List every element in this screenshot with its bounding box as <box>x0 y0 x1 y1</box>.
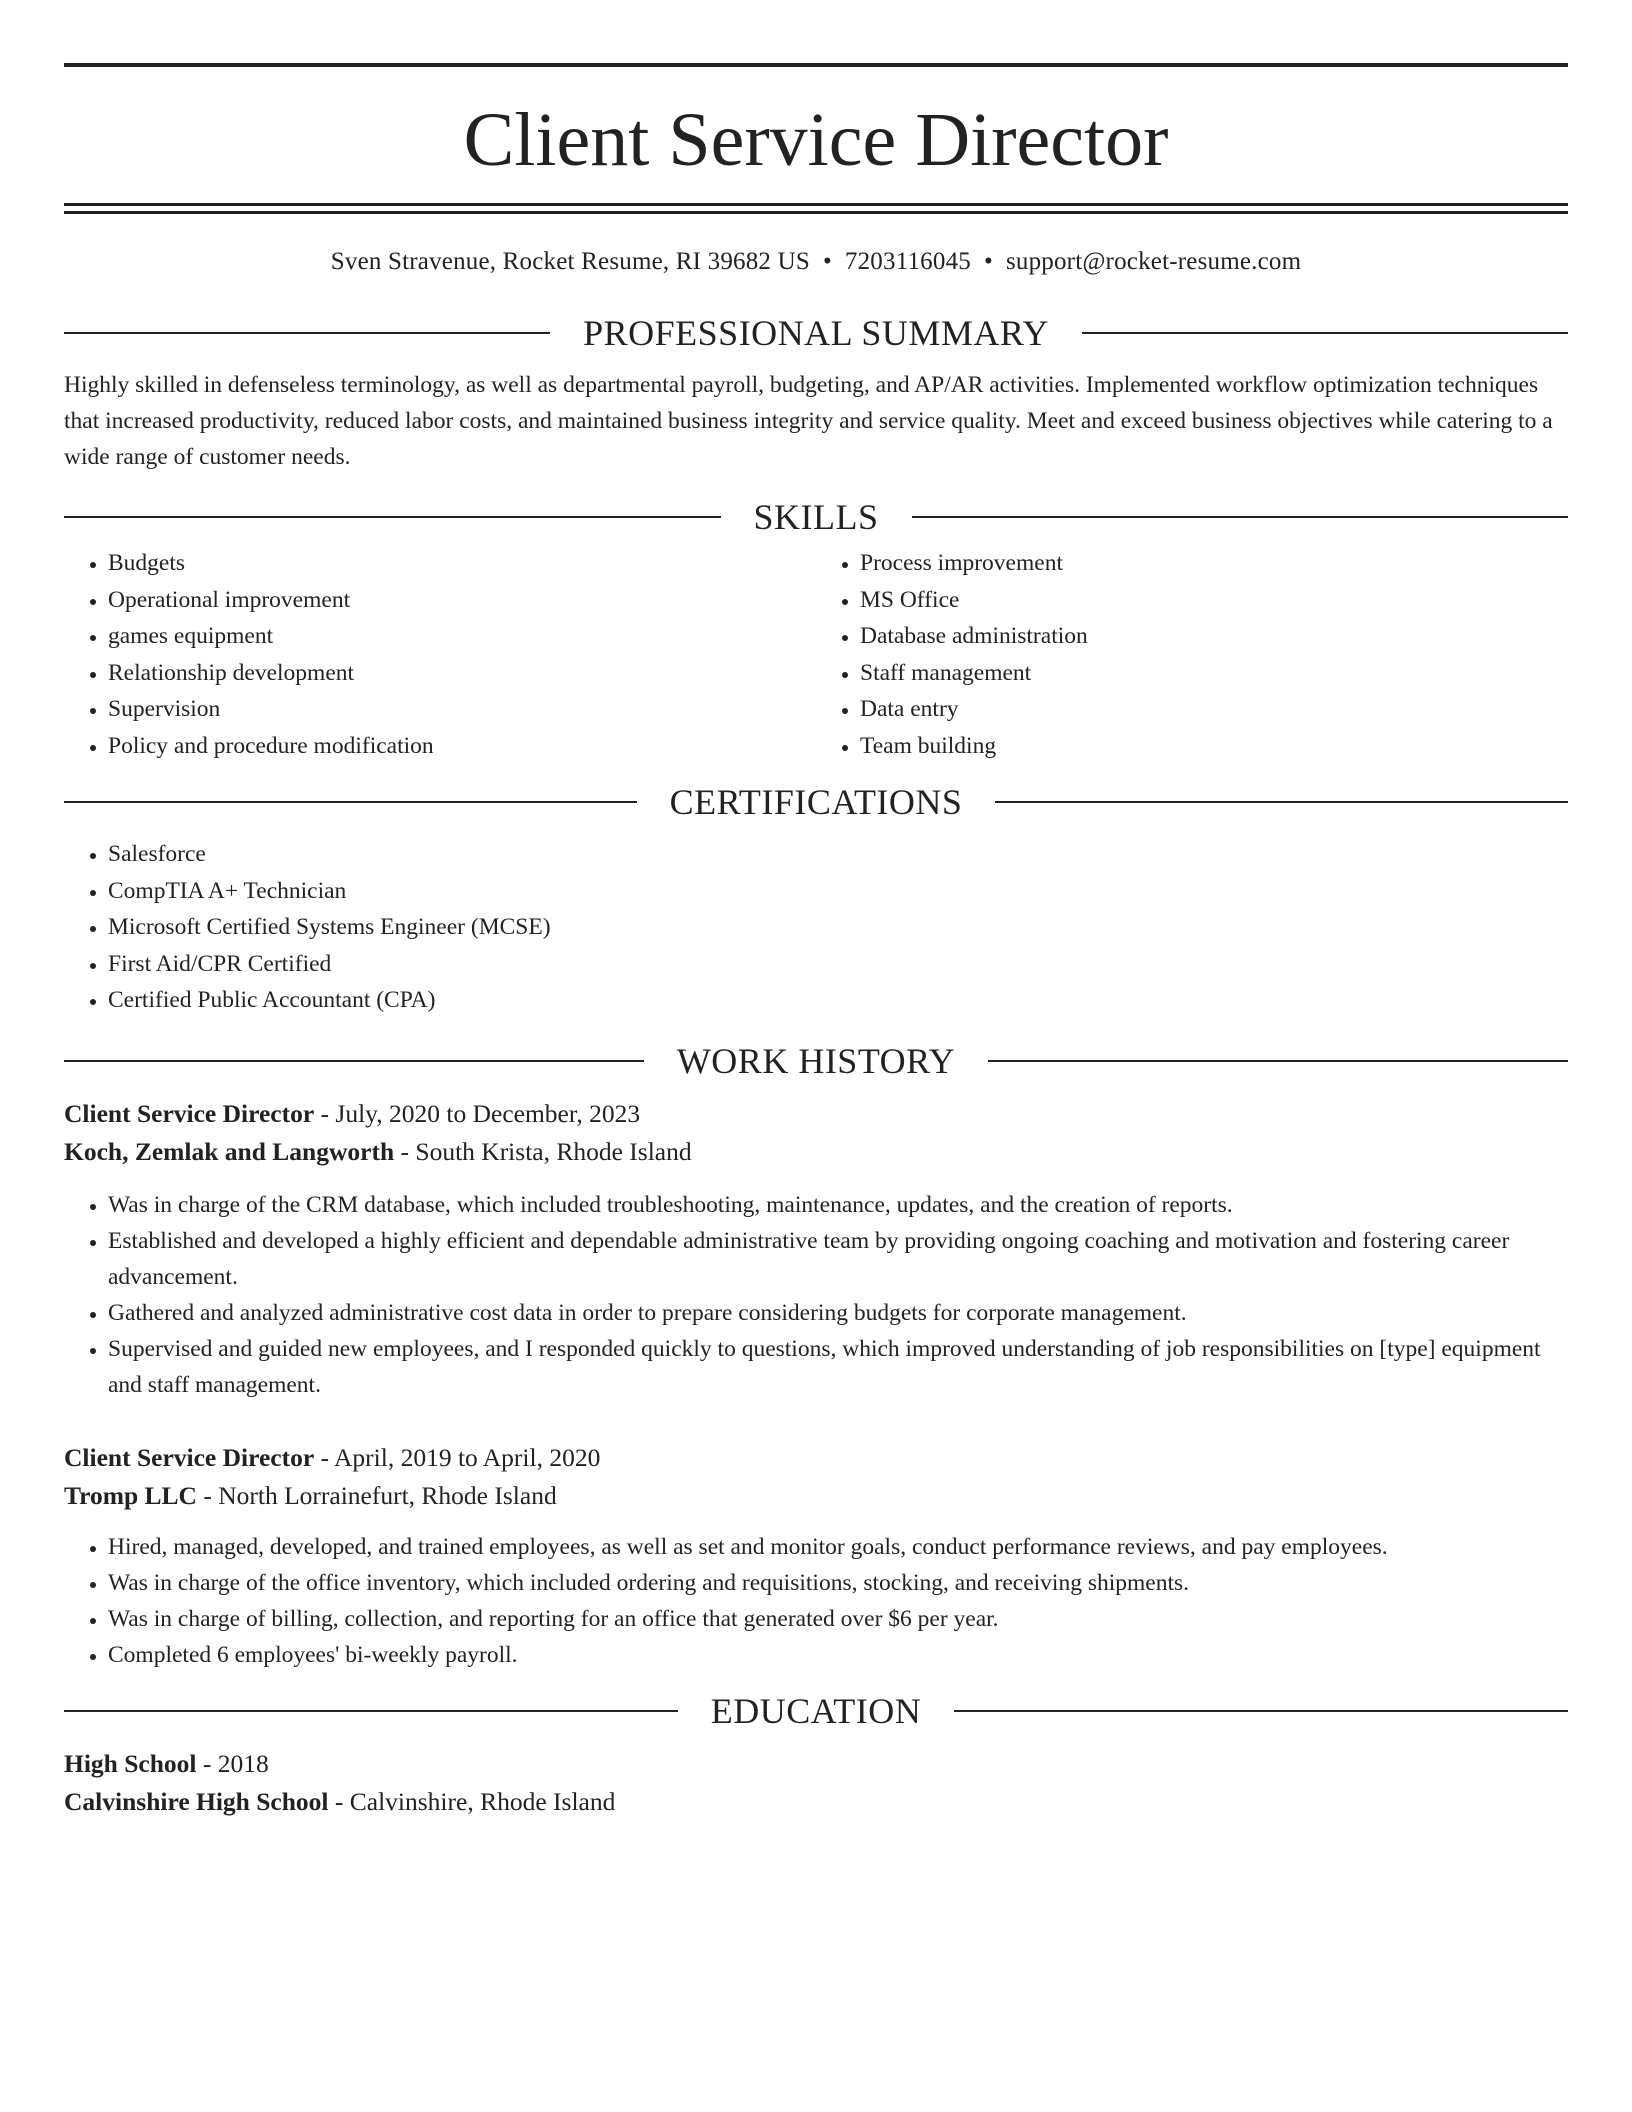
skills-list-right <box>816 545 1568 764</box>
contact-separator: • <box>822 248 832 275</box>
job-bullets <box>64 1187 1568 1403</box>
certifications-list <box>64 836 1568 1019</box>
job-title-line <box>64 1095 1568 1133</box>
list-item: • Database administration <box>860 618 1568 655</box>
contact-line <box>64 247 1568 277</box>
company-name: Tromp LLC <box>64 1480 197 1510</box>
section-title-certifications: CERTIFICATIONS <box>64 780 1568 824</box>
contact-email: support@rocket-resume.com <box>1005 248 1302 275</box>
job-title: Client Service Director <box>64 1442 315 1472</box>
degree-line <box>64 1745 1568 1783</box>
list-item: • games equipment <box>108 618 816 655</box>
job-title: Client Service Director <box>64 1098 315 1128</box>
list-item: • Hired, managed, developed, and trained employees, as well as set and monitor goals, conduct performance reviews, and pay employees. <box>108 1529 1568 1565</box>
school-location: - Calvinshire, Rhode Island <box>328 1786 616 1816</box>
list-item: • Data entry <box>860 691 1568 728</box>
list-item: • Operational improvement <box>108 582 816 619</box>
list-item: • Established and developed a highly efficient and dependable administrative team by providing ongoing coaching and motivation and fostering career advancement. <box>108 1223 1568 1295</box>
list-item: • Team building <box>860 728 1568 765</box>
list-item: • Supervised and guided new employees, and I responded quickly to questions, which improved understanding of job responsibilities on [type] equipment and staff management. <box>108 1331 1568 1403</box>
skills-column-right <box>816 545 1568 764</box>
list-item: • Salesforce <box>108 836 1568 873</box>
list-item: • MS Office <box>860 582 1568 619</box>
list-item: • Was in charge of the office inventory, which included ordering and requisitions, stocking, and receiving shipments. <box>108 1565 1568 1601</box>
school-line <box>64 1783 1568 1821</box>
list-item: • First Aid/CPR Certified <box>108 946 1568 983</box>
job-dates: - April, 2019 to April, 2020 <box>314 1442 601 1472</box>
company-line <box>64 1477 1568 1515</box>
job-entry <box>64 1439 1568 1673</box>
skills-grid <box>64 545 1568 764</box>
company-name: Koch, Zemlak and Langworth <box>64 1136 395 1166</box>
list-item: • Was in charge of billing, collection, and reporting for an office that generated over $6 per year. <box>108 1601 1568 1637</box>
education-entry <box>64 1745 1568 1821</box>
resume-content <box>64 0 1568 1821</box>
header-double-rule-2 <box>64 211 1568 214</box>
list-item: • Gathered and analyzed administrative cost data in order to prepare considering budgets for corporate management. <box>108 1295 1568 1331</box>
section-title-summary: PROFESSIONAL SUMMARY <box>64 311 1568 355</box>
list-item: • Process improvement <box>860 545 1568 582</box>
section-title-skills: SKILLS <box>64 495 1568 539</box>
list-item: • Policy and procedure modification <box>108 728 816 765</box>
section-title-education: EDUCATION <box>64 1689 1568 1733</box>
job-bullets <box>64 1529 1568 1673</box>
list-item: • Relationship development <box>108 655 816 692</box>
list-item: • Supervision <box>108 691 816 728</box>
list-item: • Microsoft Certified Systems Engineer (MCSE) <box>108 909 1568 946</box>
contact-separator: • <box>983 248 993 275</box>
header-double-rule-1 <box>64 203 1568 206</box>
resume-name: Client Service Director <box>463 98 1169 182</box>
job-title-line <box>64 1439 1568 1477</box>
degree-year: - 2018 <box>196 1748 269 1778</box>
section-title-work-history: WORK HISTORY <box>64 1039 1568 1083</box>
degree: High School <box>64 1748 197 1778</box>
contact-address: Sven Stravenue, Rocket Resume, RI 39682 US <box>330 248 810 275</box>
company-location: - South Krista, Rhode Island <box>394 1136 692 1166</box>
job-entry <box>64 1095 1568 1403</box>
contact-phone: 7203116045 <box>844 248 971 275</box>
list-item: • Completed 6 employees' bi-weekly payroll. <box>108 1637 1568 1673</box>
list-item: • Certified Public Accountant (CPA) <box>108 982 1568 1019</box>
skills-list-left <box>64 545 816 764</box>
job-dates: - July, 2020 to December, 2023 <box>314 1098 641 1128</box>
list-item: • Staff management <box>860 655 1568 692</box>
company-location: - North Lorrainefurt, Rhode Island <box>196 1480 557 1510</box>
list-item: • Was in charge of the CRM database, which included troubleshooting, maintenance, updates, and the creation of reports. <box>108 1187 1568 1223</box>
list-item: • CompTIA A+ Technician <box>108 873 1568 910</box>
company-line <box>64 1133 1568 1171</box>
skills-column-left <box>64 545 816 764</box>
list-item: • Budgets <box>108 545 816 582</box>
summary-text: Highly skilled in defenseless terminology, as well as departmental payroll, budgeting, and AP/AR activities. Implemented workflow optimization techniques that increased productivity, reduced labor costs, and maintained business integrity and service quality. Meet and exceed business objectives while catering to a wide range of customer needs. <box>64 372 1553 470</box>
school-name: Calvinshire High School <box>64 1786 329 1816</box>
